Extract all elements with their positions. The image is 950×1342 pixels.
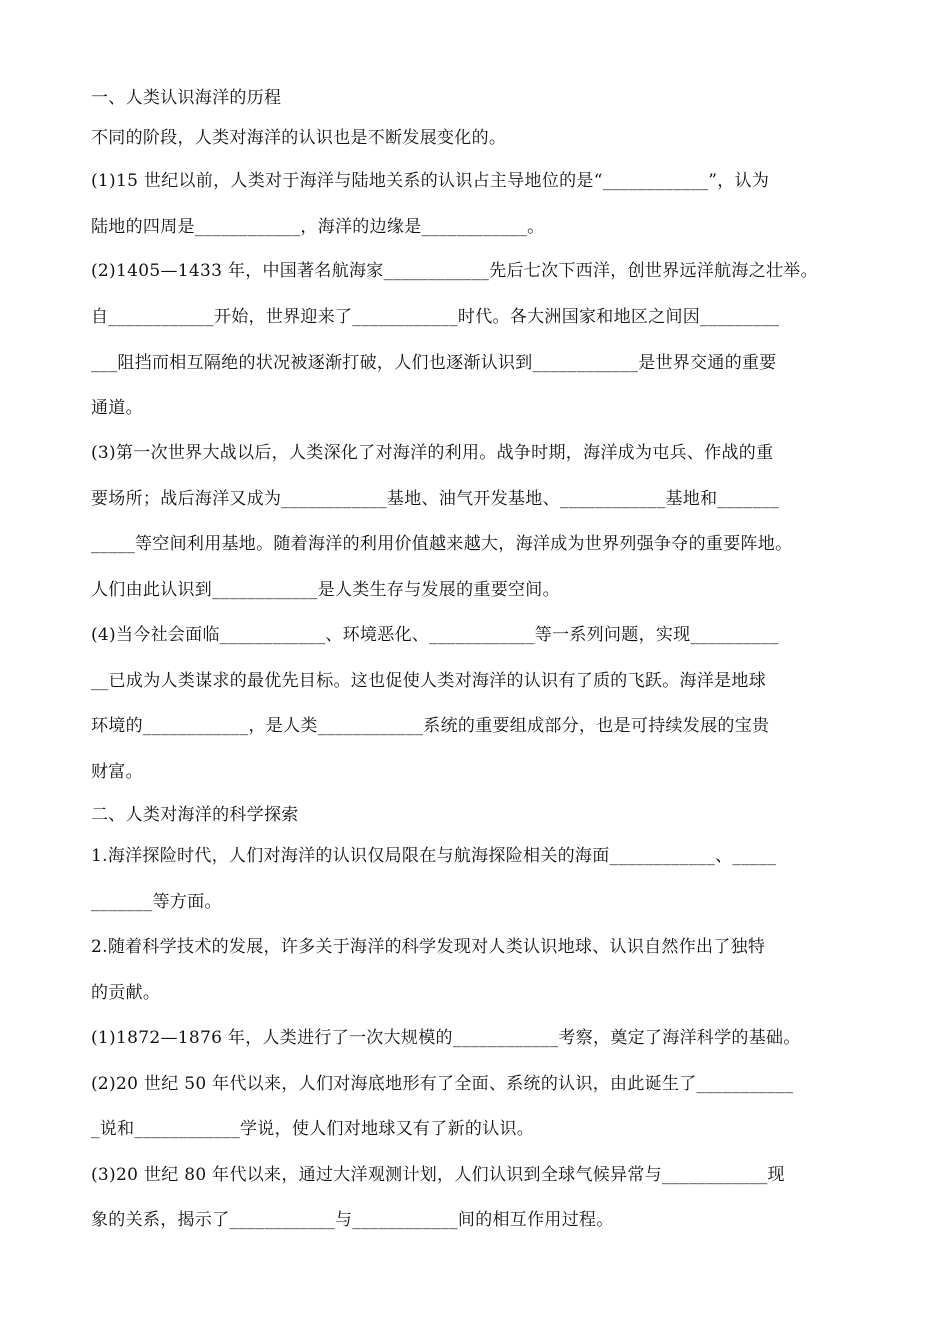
heading-section-two: 二、人类对海洋的科学探索 [91, 805, 299, 825]
sub-item-2-line-1: (2)20 世纪 50 年代以来，人们对海底地形有了全面、系统的认识，由此诞生了___________ [91, 1074, 794, 1094]
intro-sentence: 不同的阶段，人类对海洋的认识也是不断发展变化的。 [91, 128, 507, 148]
heading-section-one: 一、人类认识海洋的历程 [91, 88, 282, 108]
sub-item-1: (1)1872—1876 年，人类进行了一次大规模的____________考察，奠定了海洋科学的基础。 [91, 1028, 801, 1048]
point-2-line-2: 的贡献。 [91, 983, 161, 1003]
item-3-line-4: 人们由此认识到____________是人类生存与发展的重要空间。 [91, 580, 560, 600]
sub-item-2-line-2: _说和____________学说，使人们对地球又有了新的认识。 [91, 1119, 535, 1139]
point-1-line-1: 1.海洋探险时代，人们对海洋的认识仅局限在与航海探险相关的海面____________、_____ [91, 846, 777, 866]
point-2-line-1: 2.随着科学技术的发展，许多关于海洋的科学发现对人类认识地球、认识自然作出了独特 [91, 937, 766, 957]
item-4-line-3: 环境的____________，是人类____________系统的重要组成部分，也是可持续发展的宝贵 [91, 716, 770, 736]
item-2-line-3: ___阻挡而相互隔绝的状况被逐渐打破，人们也逐渐认识到____________是世界交通的重要 [91, 353, 777, 373]
point-1-line-2: _______等方面。 [91, 892, 222, 912]
item-3-line-2: 要场所；战后海洋又成为____________基地、油气开发基地、____________基地和_______ [91, 489, 779, 509]
item-4-line-4: 财富。 [91, 762, 143, 782]
sub-item-3-line-1: (3)20 世纪 80 年代以来，通过大洋观测计划，人们认识到全球气候异常与____________现 [91, 1165, 785, 1185]
item-2-line-2: 自____________开始，世界迎来了____________时代。各大洲国家和地区之间因_________ [91, 307, 780, 327]
item-4-line-1: (4)当今社会面临____________、环境恶化、____________等一系列问题，实现__________ [91, 625, 779, 645]
item-4-line-2: __已成为人类谋求的最优先目标。这也促使人类对海洋的认识有了质的飞跃。海洋是地球 [91, 671, 766, 691]
item-3-line-1: (3)第一次世界大战以后，人类深化了对海洋的利用。战争时期，海洋成为屯兵、作战的重 [91, 443, 774, 463]
item-3-line-3: _____等空间利用基地。随着海洋的利用价值越来越大，海洋成为世界列强争夺的重要阵地。 [91, 534, 793, 554]
item-1-line-2: 陆地的四周是____________，海洋的边缘是____________。 [91, 217, 545, 237]
sub-item-3-line-2: 象的关系，揭示了____________与____________间的相互作用过程。 [91, 1210, 614, 1230]
item-2-line-1: (2)1405—1433 年，中国著名航海家____________先后七次下西洋，创世界远洋航海之壮举。 [91, 261, 818, 281]
item-1-line-1: (1)15 世纪以前，人类对于海洋与陆地关系的认识占主导地位的是“____________”，认为 [91, 171, 770, 191]
item-2-line-4: 通道。 [91, 398, 143, 418]
